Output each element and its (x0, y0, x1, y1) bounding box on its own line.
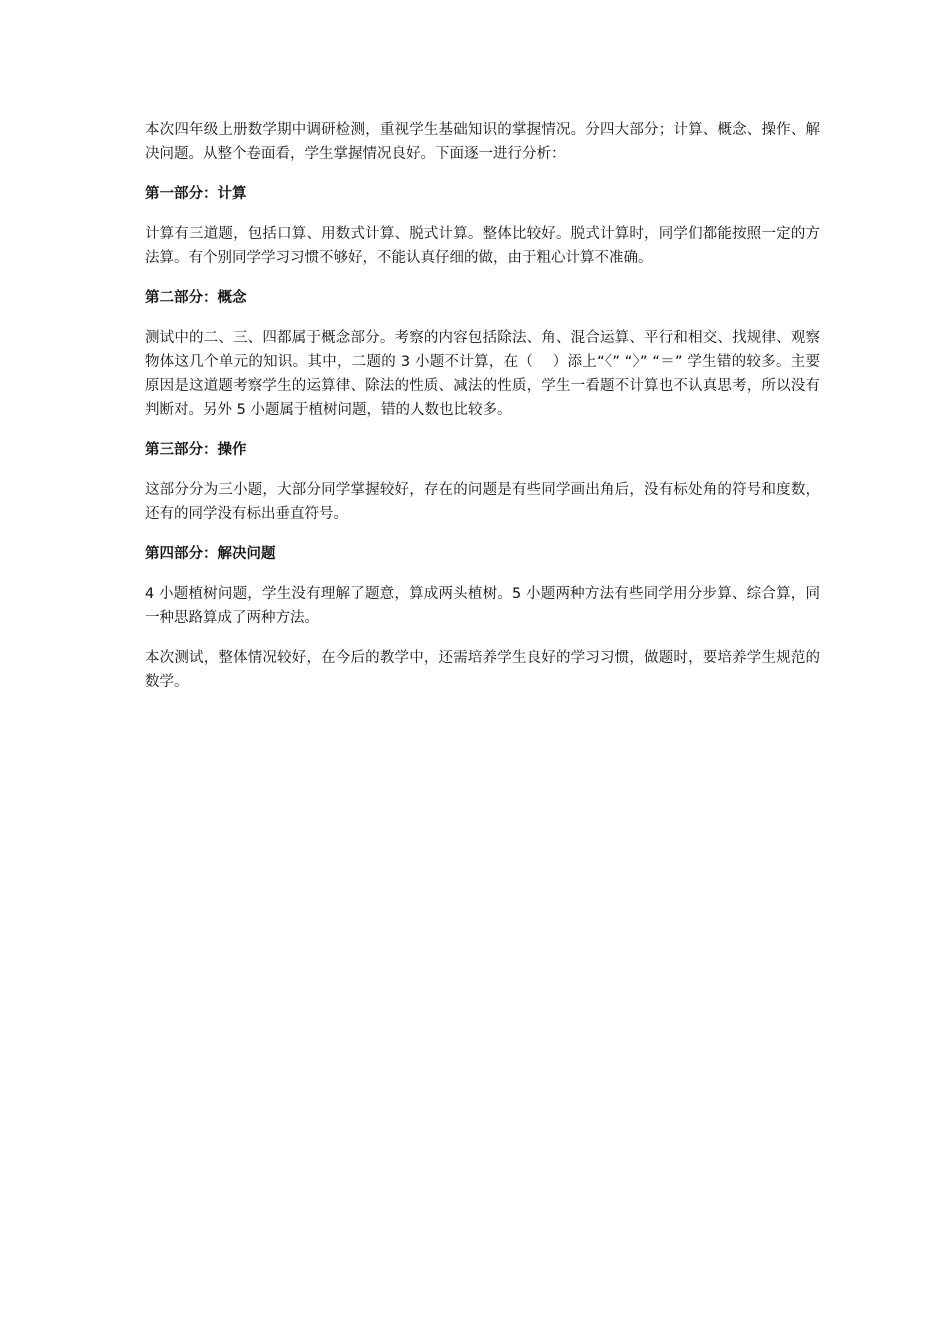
section-heading-calculation: 第一部分：计算 (145, 186, 247, 202)
section-body-calculation: 计算有三道题，包括口算、用数式计算、脱式计算。整体比较好。脱式计算时，同学们都能按照一定的方法算。有个别同学学习习惯不够好，不能认真仔细的做，由于粗心计算不准确。 (145, 226, 820, 266)
section-heading-problem-solving: 第四部分：解决问题 (145, 546, 276, 562)
document-page (145, 118, 820, 710)
section-body-concept: 测试中的二、三、四都属于概念部分。考察的内容包括除法、角、混合运算、平行和相交、找规律、观察物体这几个单元的知识。其中，二题的 3 小题不计算，在（ ）添上“〈” “〉” “＝” 学生错的较多。主要原因是这道题考察学生的运算律、除法的性质、减法的性质，学生一看题不计算也不认真思考，所以没有判断对。另外 5 小题属于植树问题，错的人数也比较多。 (145, 330, 820, 418)
section-body-problem-solving: 4 小题植树问题，学生没有理解了题意，算成两头植树。5 小题两种方法有些同学用分步算、综合算，同一种思路算成了两种方法。 (145, 586, 820, 626)
section-body-operation: 这部分分为三小题，大部分同学掌握较好，存在的问题是有些同学画出角后，没有标处角的符号和度数，还有的同学没有标出垂直符号。 (145, 482, 820, 522)
intro-paragraph: 本次四年级上册数学期中调研检测，重视学生基础知识的掌握情况。分四大部分；计算、概念、操作、解决问题。从整个卷面看，学生掌握情况良好。下面逐一进行分析： (145, 122, 820, 162)
conclusion-paragraph: 本次测试，整体情况较好，在今后的教学中，还需培养学生良好的学习习惯，做题时，要培养学生规范的数学。 (145, 650, 820, 690)
section-heading-concept: 第二部分：概念 (145, 290, 247, 306)
section-heading-operation: 第三部分：操作 (145, 442, 247, 458)
